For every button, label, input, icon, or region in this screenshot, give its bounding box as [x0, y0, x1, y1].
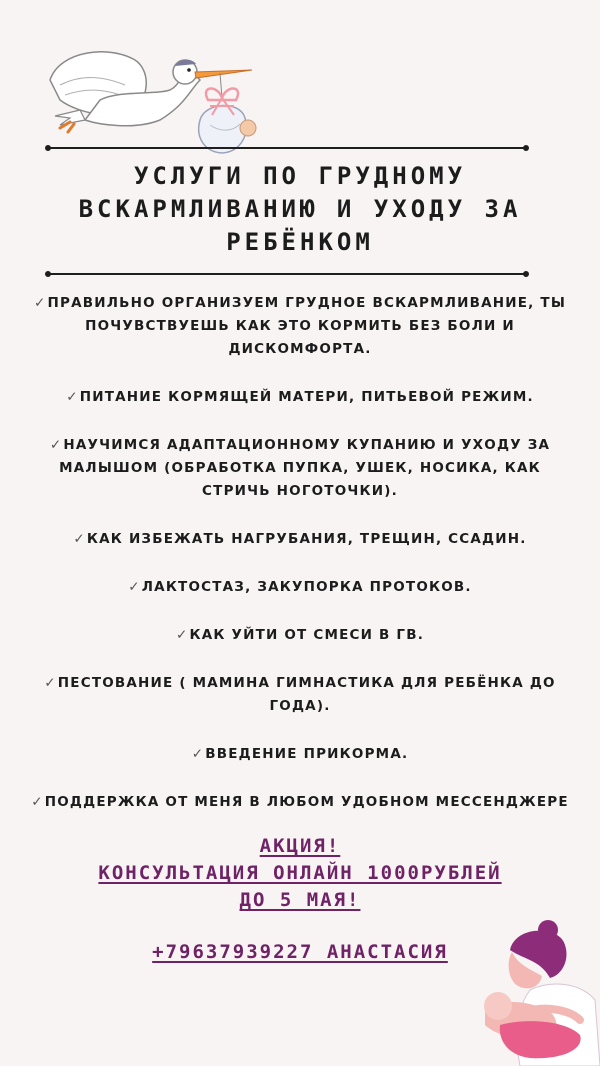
list-item	[30, 624, 570, 647]
list-item	[30, 386, 570, 409]
service-text: НАУЧИМСЯ АДАПТАЦИОННОМУ КУПАНИЮ И УХОДУ ЗА МАЛЫШОМ (ОБРАБОТКА ПУПКА, УШЕК, НОСИКА, КАК СТРИЧЬ НОГОТОЧКИ).	[59, 437, 551, 499]
title-line-1: УСЛУГИ ПО ГРУДНОМУ	[133, 162, 467, 190]
top-divider	[48, 147, 526, 149]
check-icon: ✓	[44, 675, 57, 691]
service-text: ПИТАНИЕ КОРМЯЩЕЙ МАТЕРИ, ПИТЬЕВОЙ РЕЖИМ.	[79, 389, 534, 405]
list-item	[30, 292, 570, 361]
check-icon: ✓	[175, 627, 189, 643]
service-text: КАК УЙТИ ОТ СМЕСИ В ГВ.	[189, 627, 425, 643]
mother-with-baby-icon	[470, 920, 600, 1066]
service-text: ВВЕДЕНИЕ ПРИКОРМА.	[205, 746, 409, 762]
check-icon: ✓	[49, 437, 63, 453]
check-icon: ✓	[128, 579, 141, 595]
service-text: ПРАВИЛЬНО ОРГАНИЗУЕМ ГРУДНОЕ ВСКАРМЛИВАНИЕ, ТЫ ПОЧУВСТВУЕШЬ КАК ЭТО КОРМИТЬ БЕЗ БОЛИ И ДИСКОМФОРТА.	[47, 295, 567, 357]
check-icon: ✓	[73, 531, 86, 547]
title-line-3: РЕБЁНКОМ	[226, 228, 374, 256]
service-text: ПОДДЕРЖКА ОТ МЕНЯ В ЛЮБОМ УДОБНОМ МЕССЕНДЖЕРЕ	[44, 794, 569, 810]
list-item	[30, 434, 570, 503]
contact-phone-link[interactable]: +79637939227 АНАСТАСИЯ	[152, 941, 448, 963]
service-text: ЛАКТОСТАЗ, ЗАКУПОРКА ПРОТОКОВ.	[141, 579, 472, 595]
check-icon: ✓	[191, 746, 205, 762]
check-icon: ✓	[31, 794, 44, 810]
service-text: ПЕСТОВАНИЕ ( МАМИНА ГИМНАСТИКА ДЛЯ РЕБЁНКА ДО ГОДА).	[57, 675, 556, 714]
bottom-divider	[48, 273, 526, 275]
list-item	[30, 791, 570, 814]
title-line-2: ВСКАРМЛИВАНИЮ И УХОДУ ЗА	[78, 195, 522, 223]
list-item	[30, 672, 570, 718]
list-item	[30, 576, 570, 599]
promo-heading: АКЦИЯ!	[259, 835, 341, 857]
service-text: КАК ИЗБЕЖАТЬ НАГРУБАНИЯ, ТРЕЩИН, ССАДИН.	[86, 531, 527, 547]
promo-deadline: ДО 5 МАЯ!	[239, 889, 361, 911]
check-icon: ✓	[66, 389, 79, 405]
check-icon: ✓	[33, 295, 47, 311]
promo-offer: КОНСУЛЬТАЦИЯ ОНЛАЙН 1000РУБЛЕЙ	[98, 862, 502, 884]
list-item	[30, 743, 570, 766]
page-title	[0, 160, 600, 259]
promo-block	[0, 833, 600, 914]
stork-with-bundle-icon	[40, 40, 270, 170]
list-item	[30, 528, 570, 551]
services-list	[30, 292, 570, 839]
